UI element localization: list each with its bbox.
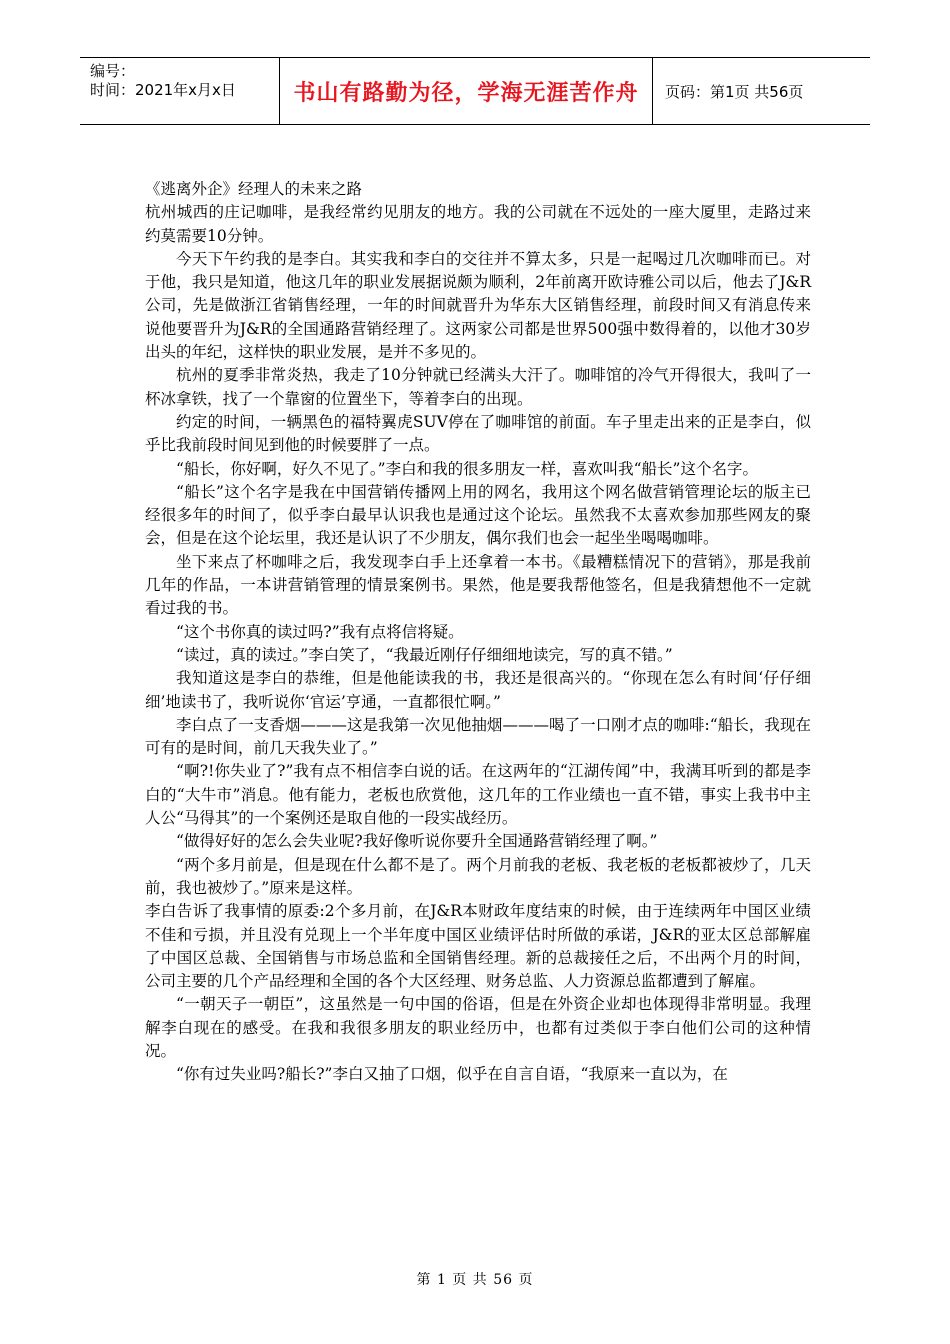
paragraph-10: 我知道这是李白的恭维，但是他能读我的书，我还是很高兴的。“你现在怎么有时间‘仔仔细细’地读书了，我听说你‘官运’亨通，一直都很忙啊。” xyxy=(145,669,811,711)
document-time: 时间：2021年x月x日 xyxy=(90,81,236,99)
header-left-cell xyxy=(80,58,280,124)
paragraph-7: 坐下来点了杯咖啡之后，我发现李白手上还拿着一本书。《最糟糕情况下的营销》，那是我前几年的作品，一本讲营销管理的情景案例书。果然，他是要我帮他签名，但是我猜想他不一定就看过我的书。 xyxy=(145,552,811,618)
paragraph-16: “一朝天子一朝臣”，这虽然是一句中国的俗语，但是在外资企业却也体现得非常明显。我理解李白现在的感受。在我和我很多朋友的职业经历中，也都有过类似于李白他们公司的这种情况。 xyxy=(145,995,811,1060)
paragraph-3: 杭州的夏季非常炎热，我走了10分钟就已经满头大汗了。咖啡馆的冷气开得很大，我叫了一杯冰拿铁，找了一个靠窗的位置坐下，等着李白的出现。 xyxy=(145,366,811,408)
document-title: 《逃离外企》经理人的未来之路 xyxy=(145,180,363,198)
paragraph-15: 李白告诉了我事情的原委:2个多月前，在J&R本财政年度结束的时候，由于连续两年中国区业绩不佳和亏损，并且没有兑现上一个半年度中国区业绩评估时所做的承诺，J&R的亚太区总部解雇了中国区总裁、全国销售与市场总监和全国销售经理。新的总裁接任之后，不出两个月的时间，公司主要的几个产品经理和全国的各个大区经理、财务总监、人力资源总监都遭到了解雇。 xyxy=(145,902,811,991)
paragraph-12: “啊?!你失业了?”我有点不相信李白说的话。在这两年的“江湖传闻”中，我满耳听到的都是李白的“大牛市”消息。他有能力，老板也欣赏他，这几年的工作业绩也一直不错，事实上我书中主人公“马得其”的一个案例还是取自他的一段实战经历。 xyxy=(145,762,811,828)
paragraph-13: “做得好好的怎么会失业呢?我好像听说你要升全国通路营销经理了啊。” xyxy=(176,832,658,851)
document-number-label: 编号： xyxy=(90,62,136,80)
paragraph-17: “你有过失业吗?船长?”李白又抽了口烟，似乎在自言自语，“我原来一直以为，在 xyxy=(176,1065,728,1084)
document-body xyxy=(145,178,811,1087)
paragraph-8: “这个书你真的读过吗?”我有点将信将疑。 xyxy=(176,622,464,641)
paragraph-4: 约定的时间，一辆黑色的福特翼虎SUV停在了咖啡馆的前面。车子里走出来的正是李白，似乎比我前段时间见到他的时候要胖了一点。 xyxy=(145,412,811,455)
paragraph-1: 杭州城西的庄记咖啡，是我经常约见朋友的地方。我的公司就在不远处的一座大厦里，走路过来约莫需要10分钟。 xyxy=(145,203,811,245)
header-table xyxy=(80,57,870,125)
paragraph-5: “船长，你好啊，好久不见了。”李白和我的很多朋友一样，喜欢叫我“船长”这个名字。 xyxy=(176,459,758,478)
paragraph-14: “两个多月前是，但是现在什么都不是了。两个月前我的老板、我老板的老板都被炒了，几天前，我也被炒了。”原来是这样。 xyxy=(145,855,811,897)
paragraph-9: “读过，真的读过。”李白笑了，“我最近刚仔仔细细地读完，写的真不错。” xyxy=(176,645,673,664)
header-page-code: 页码：第1页 共56页 xyxy=(665,82,804,101)
page-footer: 第 1 页 共 56 页 xyxy=(416,1272,534,1288)
paragraph-11: 李白点了一支香烟———这是我第一次见他抽烟———喝了一口刚才点的咖啡:“船长，我现在可有的是时间，前几天我失业了。” xyxy=(145,715,811,758)
paragraph-2: 今天下午约我的是李白。其实我和李白的交往并不算太多，只是一起喝过几次咖啡而已。对于他，我只是知道，他这几年的职业发展据说颇为顺利，2年前离开欧诗雅公司以后，他去了J&R公司，先是做浙江省销售经理，一年的时间就晋升为华东大区销售经理，前段时间又有消息传来说他要晋升为J&R的全国通路营销经理了。这两家公司都是世界500强中数得着的，以他才30岁出头的年纪，这样快的职业发展，是并不多见的。 xyxy=(145,249,811,362)
header-motto: 书山有路勤为径，学海无涯苦作舟 xyxy=(280,58,653,124)
paragraph-6: “船长”这个名字是我在中国营销传播网上用的网名，我用这个网名做营销管理论坛的版主已经很多年的时间了，似乎李白最早认识我也是通过这个论坛。虽然我不太喜欢参加那些网友的聚会，但是在这个论坛里，我还是认识了不少朋友，偶尔我们也会一起坐坐喝喝咖啡。 xyxy=(145,482,811,548)
